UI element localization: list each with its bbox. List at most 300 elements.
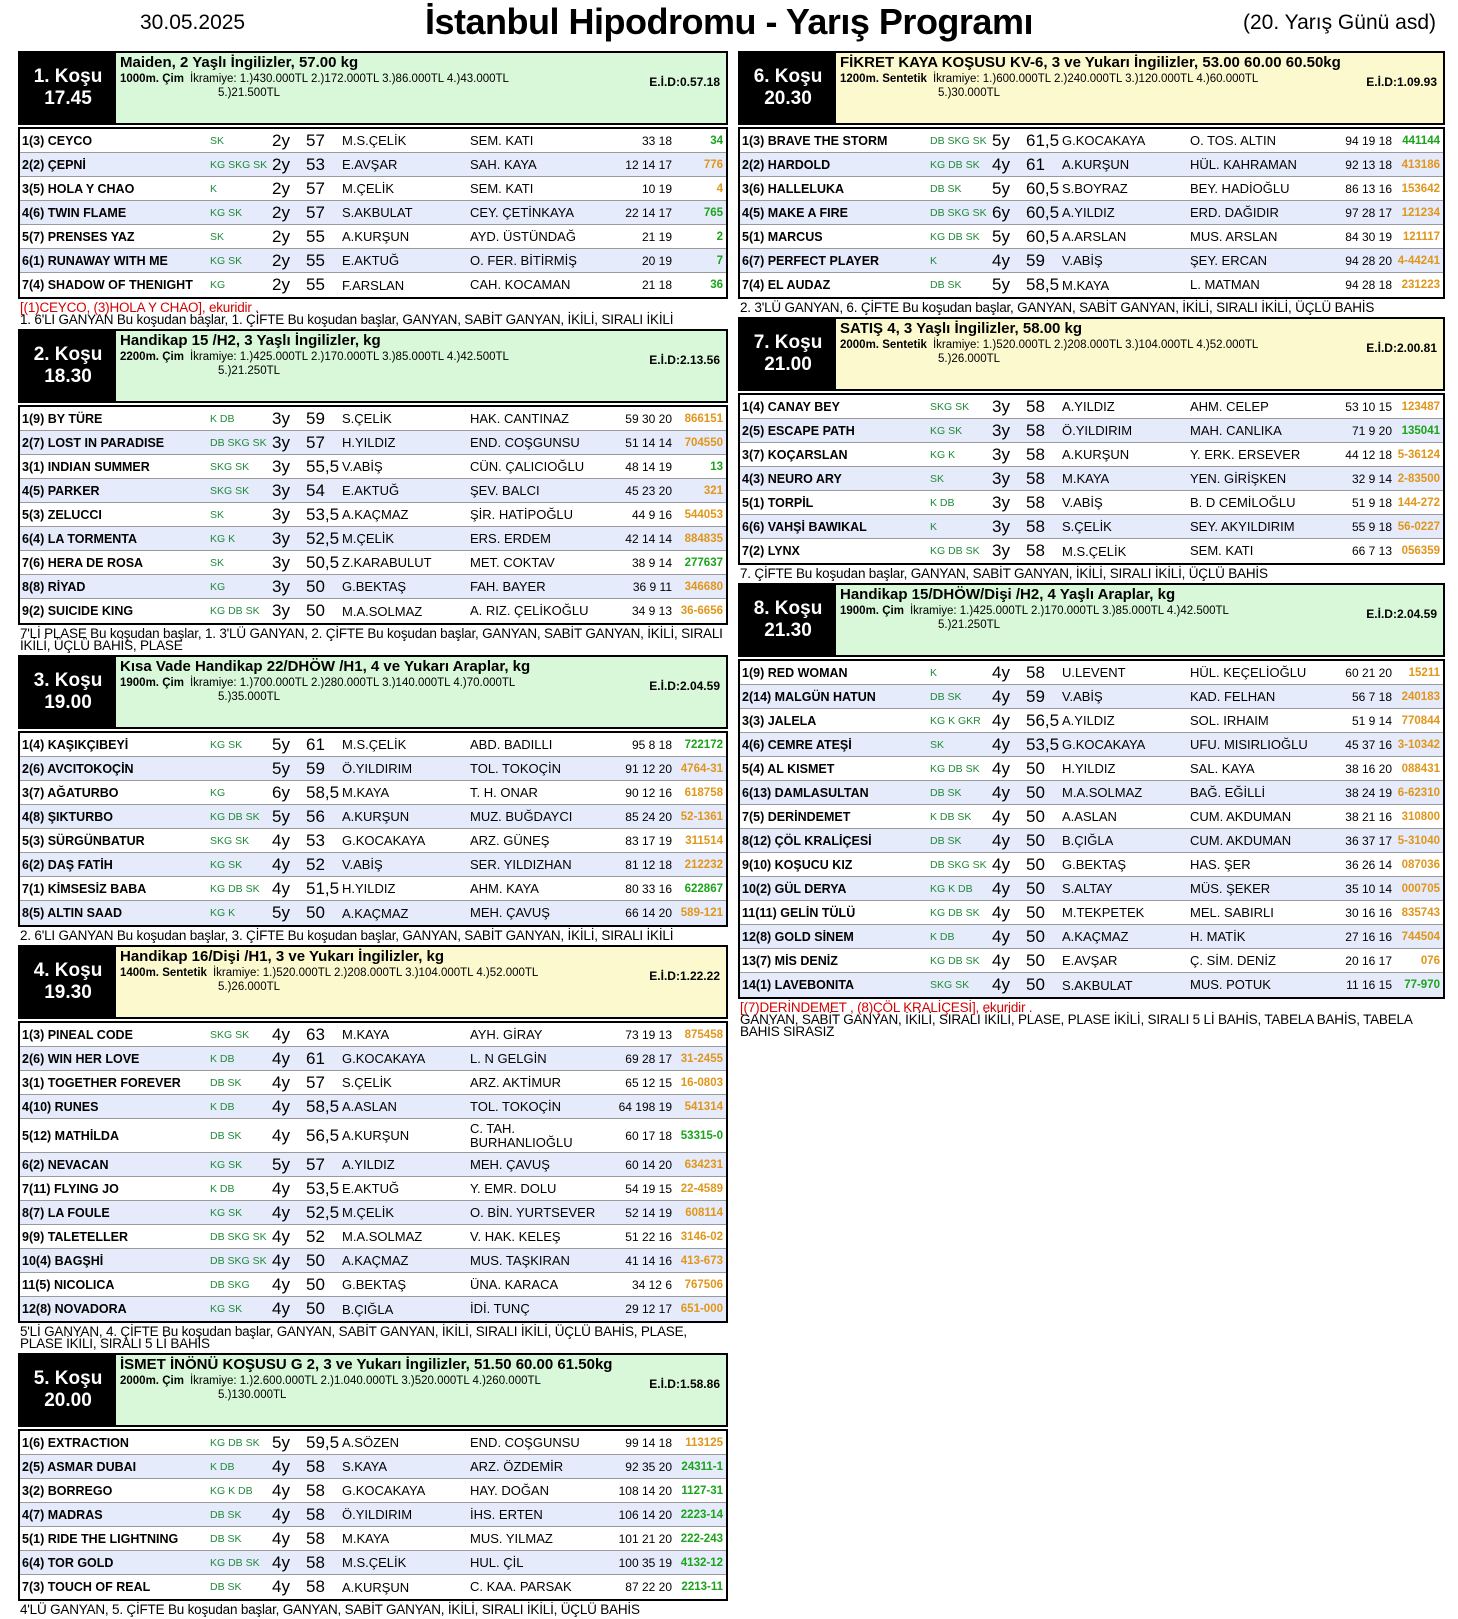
jockey: V.ABİŞ bbox=[1062, 495, 1103, 510]
weight: 61 bbox=[306, 734, 325, 754]
horse-name: 7(4) SHADOW OF THENIGHT bbox=[22, 278, 193, 292]
horse-name: 4(10) RUNES bbox=[22, 1099, 99, 1114]
horse-age: 4y bbox=[992, 710, 1010, 730]
race-header bbox=[738, 317, 1445, 391]
trainer: MUS. YILMAZ bbox=[470, 1530, 553, 1546]
jockey: E.AKTUĞ bbox=[342, 1181, 400, 1196]
weight: 52 bbox=[306, 1226, 325, 1246]
horse-age: 4y bbox=[992, 154, 1010, 174]
form: 31-2455 bbox=[680, 1052, 723, 1065]
horse-age: 4y bbox=[272, 854, 290, 874]
table-row bbox=[20, 129, 726, 153]
horse-age: 4y bbox=[272, 1504, 290, 1524]
equipment: K bbox=[930, 666, 938, 679]
equipment: KG SK bbox=[930, 424, 963, 437]
table-row bbox=[20, 781, 726, 805]
stats: 55 9 18 bbox=[1351, 519, 1392, 534]
race-number: 3. Koşu bbox=[33, 670, 103, 691]
form: 413186 bbox=[1401, 158, 1440, 171]
equipment: SKG SK bbox=[930, 979, 970, 991]
form: 5-36124 bbox=[1397, 448, 1440, 461]
jockey: A.KAÇMAZ bbox=[342, 1253, 409, 1268]
weight: 58 bbox=[1026, 396, 1045, 416]
form: 123487 bbox=[1401, 400, 1440, 413]
race-info bbox=[836, 585, 1443, 655]
jockey: A.YILDIZ bbox=[1062, 713, 1115, 728]
stats: 36 26 14 bbox=[1345, 857, 1392, 872]
weight: 53,5 bbox=[306, 1178, 340, 1198]
horse-name: 2(14) MALGÜN HATUN bbox=[742, 689, 876, 704]
horse-age: 3y bbox=[272, 601, 290, 620]
form: 544053 bbox=[684, 508, 723, 521]
weight: 50 bbox=[1026, 926, 1045, 946]
trainer: SAL. KAYA bbox=[1190, 760, 1255, 776]
race-number-box bbox=[740, 585, 836, 655]
race-time: 18.30 bbox=[44, 366, 92, 387]
jockey: Ö.YILDIRIM bbox=[342, 761, 413, 776]
jockey: A.KAÇMAZ bbox=[342, 905, 409, 921]
horse-name: 1(9) BY TÜRE bbox=[22, 411, 103, 426]
weight: 58,5 bbox=[306, 782, 340, 802]
equipment: DB SK bbox=[930, 786, 962, 799]
stats: 35 10 14 bbox=[1345, 881, 1392, 896]
form: 222-243 bbox=[680, 1532, 723, 1545]
race-info bbox=[836, 53, 1443, 123]
horse-name: 5(3) ZELUCCI bbox=[22, 507, 102, 522]
trainer: CÜN. ÇALICIOĞLU bbox=[470, 458, 585, 474]
race-record: E.İ.D:1.58.86 bbox=[649, 1377, 720, 1391]
horse-age: 4y bbox=[272, 1226, 290, 1246]
weight: 50 bbox=[1026, 830, 1045, 850]
jockey: M.A.SOLMAZ bbox=[342, 1229, 423, 1244]
table-row bbox=[740, 491, 1443, 515]
table-row bbox=[20, 527, 726, 551]
stats: 38 9 14 bbox=[631, 555, 672, 570]
equipment: SK bbox=[210, 134, 225, 147]
horse-age: 2y bbox=[272, 154, 290, 174]
trainer: AYH. GİRAY bbox=[470, 1026, 543, 1042]
equipment: SKG SK bbox=[210, 484, 250, 497]
trainer: SEM. KATI bbox=[1190, 543, 1254, 558]
weight: 60,5 bbox=[1026, 202, 1060, 222]
race-header bbox=[738, 583, 1445, 657]
weight: 60,5 bbox=[1026, 178, 1060, 198]
trainer: HAK. CANTINAZ bbox=[470, 410, 569, 426]
jockey: M.KAYA bbox=[342, 1531, 390, 1546]
stats: 52 14 19 bbox=[625, 1205, 672, 1220]
equipment: K DB bbox=[210, 1182, 235, 1195]
trainer: ERS. ERDEM bbox=[470, 530, 551, 546]
table-row bbox=[20, 1455, 726, 1479]
horse-name: 4(5) MAKE A FIRE bbox=[742, 205, 849, 220]
weight: 55 bbox=[306, 226, 325, 246]
horse-name: 5(1) TORPİL bbox=[742, 495, 814, 510]
horse-age: 3y bbox=[992, 492, 1010, 512]
form: 651-000 bbox=[680, 1303, 723, 1315]
form: 634231 bbox=[684, 1158, 723, 1171]
stats: 21 19 bbox=[641, 229, 672, 244]
table-row bbox=[740, 249, 1443, 273]
stats: 34 12 6 bbox=[631, 1277, 672, 1292]
horse-age: 3y bbox=[992, 420, 1010, 440]
trainer: CUM. AKDUMAN bbox=[1190, 808, 1292, 824]
jockey: E.AKTUĞ bbox=[342, 483, 400, 498]
weight: 52 bbox=[306, 854, 325, 874]
stats: 45 37 16 bbox=[1345, 737, 1392, 752]
equipment: DB SKG SK bbox=[930, 206, 987, 219]
equipment: K bbox=[930, 520, 938, 533]
form: 4132-12 bbox=[680, 1556, 723, 1569]
race-block bbox=[738, 51, 1445, 317]
trainer: UFU. MISIRLIOĞLU bbox=[1190, 736, 1308, 752]
table-row bbox=[740, 153, 1443, 177]
horse-age: 5y bbox=[272, 1154, 290, 1174]
race-distance: 1400m. Sentetik bbox=[120, 967, 207, 979]
form: 622867 bbox=[684, 882, 723, 895]
race-time: 20.30 bbox=[764, 88, 812, 109]
horse-age: 4y bbox=[272, 1024, 290, 1044]
trainer: ERD. DAĞIDIR bbox=[1190, 204, 1279, 220]
horse-name: 2(2) HARDOLD bbox=[742, 157, 831, 172]
horse-name: 4(5) PARKER bbox=[22, 483, 100, 498]
race-prize-5: 5.)26.000TL bbox=[218, 981, 281, 993]
horse-name: 4(7) MADRAS bbox=[22, 1507, 103, 1522]
equipment: SK bbox=[930, 738, 945, 751]
trainer: C. TAH. BURHANLIOĞLU bbox=[470, 1120, 573, 1150]
equipment: KG SK bbox=[210, 254, 243, 267]
form: 413-673 bbox=[680, 1254, 723, 1267]
horse-name: 8(5) ALTIN SAAD bbox=[22, 906, 122, 920]
horse-name: 7(11) FLYING JO bbox=[22, 1181, 119, 1196]
trainer: T. H. ONAR bbox=[470, 784, 538, 800]
race-prize-5: 5.)26.000TL bbox=[938, 353, 1001, 365]
jockey: M.S.ÇELİK bbox=[342, 133, 407, 148]
horse-name: 2(6) AVCITOKOÇİN bbox=[22, 761, 134, 776]
trainer: O. FER. BİTİRMİŞ bbox=[470, 252, 577, 268]
horse-name: 1(3) PINEAL CODE bbox=[22, 1027, 133, 1042]
jockey: M.S.ÇELİK bbox=[1062, 543, 1127, 559]
horse-age: 5y bbox=[272, 903, 290, 922]
race-time: 19.30 bbox=[44, 982, 92, 1003]
right-column bbox=[738, 51, 1445, 1041]
horse-age: 4y bbox=[272, 1178, 290, 1198]
form: 088431 bbox=[1401, 762, 1440, 775]
form: 277637 bbox=[684, 556, 723, 569]
horse-age: 2y bbox=[272, 202, 290, 222]
equipment: K DB bbox=[210, 412, 235, 425]
horse-age: 4y bbox=[272, 1048, 290, 1068]
weight: 59,5 bbox=[306, 1432, 340, 1452]
stats: 94 19 18 bbox=[1345, 133, 1392, 148]
table-row bbox=[740, 273, 1443, 297]
race-number: 1. Koşu bbox=[33, 66, 103, 87]
trainer: TOL. TOKOÇİN bbox=[470, 760, 562, 776]
horse-name: 1(6) EXTRACTION bbox=[22, 1435, 129, 1450]
jockey: A.ARSLAN bbox=[1062, 229, 1127, 244]
race-title: Handikap 16/Dişi /H1, 3 ve Yukarı İngilizler, kg bbox=[120, 948, 445, 965]
form: 608114 bbox=[685, 1206, 723, 1219]
trainer: FAH. BAYER bbox=[470, 578, 546, 594]
race-notes bbox=[18, 625, 728, 655]
table-row bbox=[20, 829, 726, 853]
horse-age: 3y bbox=[272, 432, 290, 452]
stats: 21 18 bbox=[641, 278, 672, 292]
weight: 58 bbox=[1026, 468, 1045, 488]
race-time: 21.00 bbox=[764, 354, 812, 375]
table-row bbox=[20, 249, 726, 273]
jockey: E.AVŞAR bbox=[1062, 953, 1118, 968]
jockey: H.YILDIZ bbox=[342, 881, 396, 896]
table-row bbox=[20, 431, 726, 455]
horse-name: 3(2) BORREGO bbox=[22, 1483, 113, 1498]
race-title: Maiden, 2 Yaşlı İngilizler, 57.00 kg bbox=[120, 54, 359, 71]
race-distance: 1900m. Çim bbox=[120, 677, 184, 689]
horse-name: 6(13) DAMLASULTAN bbox=[742, 785, 869, 800]
horse-age: 5y bbox=[992, 275, 1010, 294]
form: 3146-02 bbox=[680, 1230, 723, 1243]
equipment: K DB bbox=[210, 1100, 235, 1113]
horse-age: 6y bbox=[272, 782, 290, 802]
table-row bbox=[20, 1023, 726, 1047]
trainer: HÜL. KAHRAMAN bbox=[1190, 156, 1297, 172]
equipment: KG K bbox=[210, 532, 236, 545]
table-row bbox=[20, 1177, 726, 1201]
horse-age: 2y bbox=[272, 275, 290, 294]
form: 076 bbox=[1420, 954, 1440, 967]
race-prize-5: 5.)21.250TL bbox=[938, 619, 1001, 631]
table-row bbox=[740, 805, 1443, 829]
horse-name: 7(2) LYNX bbox=[742, 544, 800, 558]
stats: 87 22 20 bbox=[625, 1580, 672, 1594]
table-row bbox=[20, 1479, 726, 1503]
form: 589-121 bbox=[680, 907, 723, 919]
ekuri-note: [(1)CEYCO, (3)HOLA Y CHAO], ekuridir . bbox=[20, 300, 259, 315]
form: 13 bbox=[710, 460, 723, 473]
equipment: KG DB SK bbox=[930, 954, 980, 967]
race-prize: İkramiye: 1.)425.000TL 2.)170.000TL 3.)85.000TL 4.)42.500TL bbox=[189, 351, 509, 363]
stats: 54 19 15 bbox=[625, 1181, 672, 1196]
race-number: 5. Koşu bbox=[33, 1368, 103, 1389]
horse-name: 12(8) NOVADORA bbox=[22, 1302, 127, 1316]
horse-name: 2(5) ESCAPE PATH bbox=[742, 423, 855, 438]
stats: 42 14 14 bbox=[625, 531, 672, 546]
form: 835743 bbox=[1401, 906, 1440, 919]
stats: 91 12 20 bbox=[625, 761, 672, 776]
race-number: 6. Koşu bbox=[753, 66, 823, 87]
horse-age: 4y bbox=[992, 250, 1010, 270]
bet-types-note: 7'Lİ PLASE Bu koşudan başlar, 1. 3'LÜ GANYAN, 2. ÇİFTE Bu koşudan başlar, GANYAN, SABİT GANYAN, İKİLİ, SIRALI İKİLİ, ÜÇLÜ BAHİS, PLASE bbox=[20, 626, 723, 653]
weight: 58 bbox=[306, 1552, 325, 1572]
stats: 86 13 16 bbox=[1345, 181, 1392, 196]
table-row bbox=[740, 901, 1443, 925]
equipment: DB SKG SK bbox=[930, 858, 987, 871]
table-row bbox=[740, 395, 1443, 419]
jockey: G.KOCAKAYA bbox=[1062, 133, 1146, 148]
bet-types-note: GANYAN, SABİT GANYAN, İKİLİ, SIRALI İKİLİ, PLASE, PLASE İKİLİ, SIRALI 5 Lİ BAHİS, TABELA BAHİS, TABELA BAHİS SIRASIZ bbox=[740, 1012, 1412, 1039]
table-row bbox=[20, 1071, 726, 1095]
weight: 50,5 bbox=[306, 552, 340, 572]
bet-types-note: 4'LÜ GANYAN, 5. ÇİFTE Bu koşudan başlar, GANYAN, SABİT GANYAN, İKİLİ, SIRALI İKİLİ, ÜÇLÜ BAHİS bbox=[20, 1602, 640, 1617]
equipment: DB SK bbox=[210, 1508, 242, 1521]
form: 113125 bbox=[685, 1436, 723, 1449]
stats: 81 12 18 bbox=[625, 857, 672, 872]
table-row bbox=[20, 153, 726, 177]
race-entries-table bbox=[738, 659, 1445, 999]
horse-name: 10(2) GÜL DERYA bbox=[742, 881, 847, 896]
trainer: A. RIZ. ÇELİKOĞLU bbox=[470, 603, 589, 618]
trainer: MEL. SABIRLI bbox=[1190, 904, 1274, 920]
horse-name: 7(6) HERA DE ROSA bbox=[22, 555, 144, 570]
stats: 60 17 18 bbox=[625, 1128, 672, 1143]
race-time: 19.00 bbox=[44, 692, 92, 713]
table-row bbox=[740, 733, 1443, 757]
race-info bbox=[116, 947, 726, 1017]
horse-name: 2(2) ÇEPNİ bbox=[22, 157, 86, 172]
weight: 57 bbox=[306, 1072, 325, 1092]
weight: 58 bbox=[306, 1504, 325, 1524]
form: 765 bbox=[703, 206, 723, 219]
race-prize: İkramiye: 1.)430.000TL 2.)172.000TL 3.)86.000TL 4.)43.000TL bbox=[189, 73, 509, 85]
jockey: M.A.SOLMAZ bbox=[342, 603, 423, 619]
jockey: M.KAYA bbox=[1062, 277, 1110, 293]
horse-name: 5(1) RIDE THE LIGHTNING bbox=[22, 1531, 179, 1546]
weight: 55 bbox=[306, 275, 325, 294]
equipment: K bbox=[210, 182, 218, 195]
form: 24311-1 bbox=[681, 1460, 723, 1473]
race-header bbox=[738, 51, 1445, 125]
table-row bbox=[20, 1095, 726, 1119]
trainer: CAH. KOCAMAN bbox=[470, 277, 571, 292]
stats: 51 22 16 bbox=[625, 1229, 672, 1244]
weight: 59 bbox=[1026, 686, 1045, 706]
jockey: U.LEVENT bbox=[1062, 665, 1126, 680]
form: 744504 bbox=[1401, 930, 1440, 943]
stats: 38 16 20 bbox=[1345, 761, 1392, 776]
equipment: KG SK bbox=[210, 858, 243, 871]
weight: 50 bbox=[1026, 878, 1045, 898]
horse-name: 9(9) TALETELLER bbox=[22, 1229, 129, 1244]
table-row bbox=[740, 685, 1443, 709]
horse-name: 6(4) LA TORMENTA bbox=[22, 531, 138, 546]
form: 144-272 bbox=[1397, 496, 1440, 509]
race-prize: İkramiye: 1.)425.000TL 2.)170.000TL 3.)85.000TL 4.)42.500TL bbox=[909, 605, 1229, 617]
race-number: 7. Koşu bbox=[753, 332, 823, 353]
stats: 11 16 15 bbox=[1346, 978, 1392, 992]
trainer: END. COŞGUNSU bbox=[470, 1434, 580, 1450]
race-notes bbox=[18, 1323, 728, 1353]
equipment: KG SKG SK bbox=[210, 158, 268, 171]
table-row bbox=[20, 503, 726, 527]
horse-age: 4y bbox=[272, 1299, 290, 1318]
stats: 71 9 20 bbox=[1351, 423, 1392, 438]
weight: 53 bbox=[306, 830, 325, 850]
race-prize-5: 5.)35.000TL bbox=[218, 691, 281, 703]
table-row bbox=[20, 1153, 726, 1177]
horse-name: 11(5) NICOLICA bbox=[22, 1277, 115, 1292]
jockey: G.BEKTAŞ bbox=[342, 1277, 407, 1292]
left-column bbox=[18, 51, 728, 1619]
horse-name: 5(7) PRENSES YAZ bbox=[22, 229, 135, 244]
jockey: V.ABİŞ bbox=[1062, 689, 1103, 704]
weight: 57 bbox=[306, 1154, 325, 1174]
form: 618758 bbox=[684, 786, 723, 799]
race-distance: 2000m. Çim bbox=[120, 1375, 184, 1387]
form: 2-83500 bbox=[1397, 472, 1440, 485]
stats: 30 16 16 bbox=[1345, 905, 1392, 920]
horse-age: 4y bbox=[272, 1096, 290, 1116]
form: 4764-31 bbox=[680, 762, 723, 775]
jockey: A.KURŞUN bbox=[342, 229, 410, 244]
weight: 50 bbox=[1026, 806, 1045, 826]
stats: 69 28 17 bbox=[625, 1051, 672, 1066]
weight: 58 bbox=[1026, 420, 1045, 440]
table-row bbox=[740, 539, 1443, 563]
equipment: KG bbox=[210, 786, 226, 799]
trainer: B. D CEMİLOĞLU bbox=[1190, 494, 1296, 510]
weight: 50 bbox=[306, 1299, 325, 1318]
jockey: A.YILDIZ bbox=[1062, 399, 1115, 414]
jockey: M.S.ÇELİK bbox=[342, 1555, 407, 1570]
table-row bbox=[740, 925, 1443, 949]
trainer: ARZ. AKTİMUR bbox=[470, 1074, 562, 1090]
race-number-box bbox=[20, 331, 116, 401]
equipment: KG DB SK bbox=[210, 1556, 260, 1569]
equipment: KG DB SK bbox=[930, 762, 980, 775]
trainer: AHM. KAYA bbox=[470, 880, 539, 896]
equipment: SK bbox=[210, 230, 225, 243]
stats: 41 14 16 bbox=[625, 1253, 672, 1268]
jockey: A.KAÇMAZ bbox=[342, 507, 409, 522]
weight: 58 bbox=[1026, 662, 1045, 682]
horse-age: 2y bbox=[272, 178, 290, 198]
horse-age: 3y bbox=[272, 576, 290, 596]
weight: 58 bbox=[306, 1577, 325, 1596]
jockey: H.YILDIZ bbox=[1062, 761, 1116, 776]
horse-age: 5y bbox=[272, 758, 290, 778]
trainer: MÜS. ŞEKER bbox=[1190, 880, 1271, 896]
jockey: Ö.YILDIRIM bbox=[342, 1507, 413, 1522]
weight: 52,5 bbox=[306, 1202, 340, 1222]
table-row bbox=[20, 1431, 726, 1455]
equipment: DB SKG SK bbox=[930, 134, 987, 147]
trainer: L. MATMAN bbox=[1190, 277, 1260, 292]
horse-name: 6(6) VAHŞİ BAWIKAL bbox=[742, 519, 867, 534]
stats: 44 12 18 bbox=[1345, 447, 1392, 462]
equipment: KG DB SK bbox=[930, 545, 980, 557]
jockey: S.AKBULAT bbox=[342, 205, 413, 220]
race-title: Handikap 15 /H2, 3 Yaşlı İngilizler, kg bbox=[120, 332, 381, 349]
form: 441144 bbox=[1402, 134, 1440, 147]
equipment: K DB bbox=[930, 930, 955, 943]
form: 866151 bbox=[684, 412, 723, 425]
stats: 20 16 17 bbox=[1345, 953, 1392, 968]
race-block bbox=[18, 655, 728, 945]
weight: 58 bbox=[306, 1456, 325, 1476]
equipment: DB SK bbox=[930, 182, 962, 195]
bet-types-note: 2. 3'LÜ GANYAN, 6. ÇİFTE Bu koşudan başlar, GANYAN, SABİT GANYAN, İKİLİ, SIRALI İKİLİ, ÜÇLÜ BAHİS bbox=[740, 300, 1375, 315]
race-prize-5: 5.)21.500TL bbox=[218, 87, 281, 99]
equipment: DB SK bbox=[210, 1581, 242, 1593]
form: 56-0227 bbox=[1397, 520, 1440, 533]
stats: 66 7 13 bbox=[1351, 544, 1392, 558]
table-row bbox=[20, 551, 726, 575]
trainer: MEH. ÇAVUŞ bbox=[470, 905, 550, 920]
stats: 65 12 15 bbox=[625, 1075, 672, 1090]
weight: 50 bbox=[306, 1250, 325, 1270]
jockey: A.KURŞUN bbox=[342, 1128, 410, 1143]
stats: 51 9 14 bbox=[1351, 713, 1392, 728]
stats: 27 16 16 bbox=[1345, 929, 1392, 944]
